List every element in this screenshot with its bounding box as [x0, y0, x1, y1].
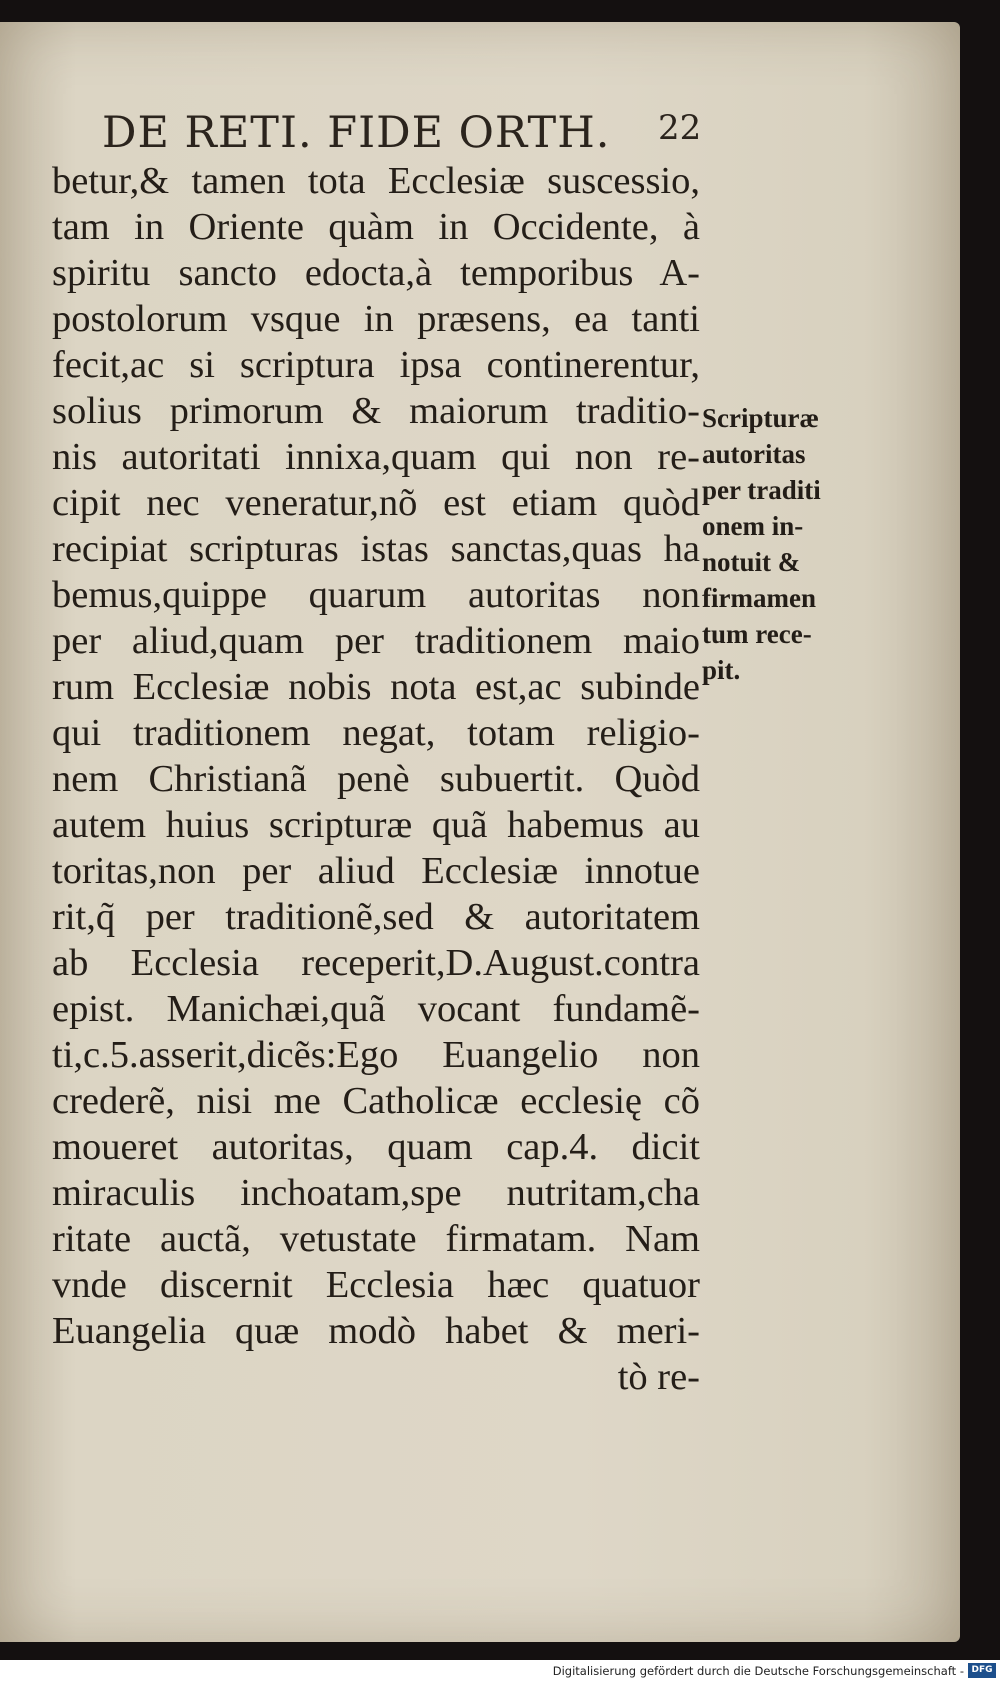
text-line: recipiat scripturas istas sanctas,quas ha	[52, 528, 700, 570]
text-line: rit,q̃ per traditionẽ,sed & autoritatem	[52, 896, 700, 938]
running-title: DE RETI. FIDE ORTH.	[102, 108, 611, 158]
text-line: nis autoritati innixa,quam qui non re-	[52, 436, 700, 478]
text-line: rum Ecclesiæ nobis nota est,ac subinde	[52, 666, 700, 708]
text-line: per aliud,quam per traditionem maio	[52, 620, 700, 662]
text-line: qui traditionem negat, totam religio-	[52, 712, 700, 754]
main-text-block	[52, 158, 700, 1400]
text-line: ritate auctã, vetustate firmatam. Nam	[52, 1218, 700, 1260]
dfg-logo-icon: DFG	[968, 1663, 996, 1678]
text-line: ab Ecclesia receperit,D.August.contra	[52, 942, 700, 984]
text-line: cipit nec veneratur,nõ est etiam quòd	[52, 482, 700, 524]
digitization-credit: Digitalisierung gefördert durch die Deutsche Forschungsgemeinschaft -	[552, 1664, 964, 1678]
text-line: vnde discernit Ecclesia hæc quatuor	[52, 1264, 700, 1306]
text-line: tam in Oriente quàm in Occidente, à	[52, 206, 700, 248]
margin-line: onem in-	[702, 511, 804, 541]
text-line: crederẽ, nisi me Catholicæ ecclesię cõ	[52, 1080, 700, 1122]
catchword-line: tò re-	[617, 1356, 700, 1398]
margin-line: tum rece-	[702, 619, 812, 649]
text-line: ti,c.5.asserit,dicẽs:Ego Euangelio non	[52, 1034, 700, 1076]
text-line: postolorum vsque in præsens, ea tanti	[52, 298, 700, 340]
text-line: nem Christianã penè subuertit. Quòd	[52, 758, 700, 800]
text-line: fecit,ac si scriptura ipsa continerentur,	[52, 344, 700, 386]
margin-line: per traditi	[702, 475, 821, 505]
margin-line: firmamen	[702, 583, 816, 613]
text-line: moueret autoritas, quam cap.4. dicit	[52, 1126, 700, 1168]
text-line: bemus,quippe quarum autoritas non	[52, 574, 700, 616]
text-line: betur,& tamen tota Ecclesiæ suscessio,	[52, 160, 700, 202]
margin-line: notuit &	[702, 547, 801, 577]
margin-line: Scripturæ	[702, 403, 819, 433]
page-number: 22	[658, 108, 702, 148]
margin-line: autoritas	[702, 439, 806, 469]
text-line: Euangelia quæ modò habet & meri-	[52, 1310, 700, 1352]
text-line: autem huius scripturæ quã habemus au	[52, 804, 700, 846]
marginal-note	[702, 400, 862, 688]
text-line: epist. Manichæi,quã vocant fundamẽ-	[52, 988, 700, 1030]
margin-line: pit.	[702, 655, 741, 685]
text-line: spiritu sancto edocta,à temporibus A-	[52, 252, 700, 294]
text-line: solius primorum & maiorum traditio-	[52, 390, 700, 432]
text-line: toritas,non per aliud Ecclesiæ innotue	[52, 850, 700, 892]
text-line: miraculis inchoatam,spe nutritam,cha	[52, 1172, 700, 1214]
